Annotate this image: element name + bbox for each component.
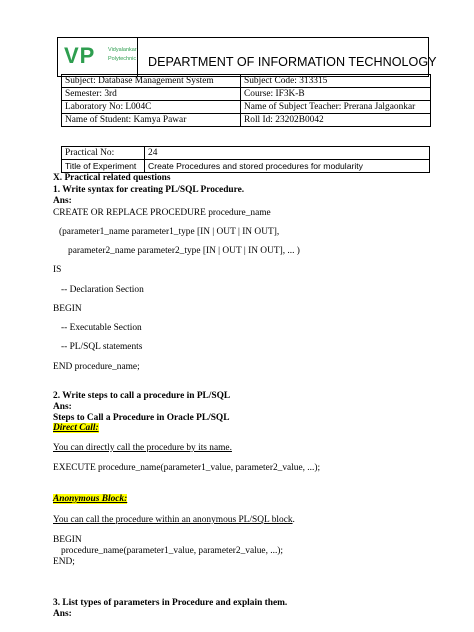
experiment-title-value: Create Procedures and stored procedures for modularity bbox=[145, 160, 430, 173]
direct-call-label: Direct Call: bbox=[53, 423, 99, 433]
logo-college-name: Vidyalankar Polytechnic bbox=[108, 47, 137, 62]
practical-table bbox=[61, 146, 430, 173]
table-row bbox=[62, 88, 431, 101]
logo-letters: VP bbox=[64, 43, 96, 68]
code-line: (parameter1_name parameter1_type [IN | OUT | IN OUT], bbox=[59, 227, 280, 237]
direct-call-text: You can directly call the procedure by its name. bbox=[53, 443, 232, 453]
answer-1-label: Ans: bbox=[53, 196, 72, 206]
section-heading: X. Practical related questions bbox=[53, 173, 171, 183]
answer-2-label: Ans: bbox=[53, 402, 72, 412]
code-line: CREATE OR REPLACE PROCEDURE procedure_name bbox=[53, 208, 271, 218]
semester-cell: Semester: 3rd bbox=[62, 88, 241, 101]
code-line: BEGIN bbox=[53, 304, 82, 314]
course-cell: Course: IF3K-B bbox=[241, 88, 431, 101]
question-1: 1. Write syntax for creating PL/SQL Procedure. bbox=[53, 185, 245, 195]
code-line: -- PL/SQL statements bbox=[61, 342, 143, 352]
table-row bbox=[62, 160, 430, 173]
department-header bbox=[57, 37, 437, 77]
code-line: BEGIN bbox=[53, 535, 82, 545]
anonymous-block-label: Anonymous Block: bbox=[53, 494, 128, 504]
table-row bbox=[62, 114, 431, 127]
code-line: -- Executable Section bbox=[61, 323, 142, 333]
question-3: 3. List types of parameters in Procedure and explain them. bbox=[53, 598, 288, 608]
table-row bbox=[62, 147, 430, 160]
question-2: 2. Write steps to call a procedure in PL/SQL bbox=[53, 391, 231, 401]
anonymous-block-text: You can call the procedure within an anonymous PL/SQL block. bbox=[53, 515, 295, 525]
teacher-cell: Name of Subject Teacher: Prerana Jalgaonkar bbox=[241, 101, 431, 114]
practical-no-label: Practical No: bbox=[62, 147, 145, 160]
student-info-table bbox=[61, 74, 431, 127]
roll-id-cell: Roll Id: 23202B0042 bbox=[241, 114, 431, 127]
college-logo bbox=[58, 38, 138, 76]
department-title: DEPARTMENT OF INFORMATION TECHNOLOGY bbox=[148, 55, 437, 69]
code-line: -- Declaration Section bbox=[61, 285, 144, 295]
lab-no-cell: Laboratory No: L004C bbox=[62, 101, 241, 114]
experiment-title-label: Title of Experiment bbox=[62, 160, 145, 173]
student-name-cell: Name of Student: Kamya Pawar bbox=[62, 114, 241, 127]
table-row bbox=[62, 101, 431, 114]
execute-line: EXECUTE procedure_name(parameter1_value, parameter2_value, ...); bbox=[53, 463, 321, 473]
code-line: END procedure_name; bbox=[53, 362, 140, 372]
code-line: procedure_name(parameter1_value, parameter2_value, ...); bbox=[61, 546, 284, 556]
practical-no-value: 24 bbox=[145, 147, 430, 160]
subject-code-cell: Subject Code: 313315 bbox=[241, 75, 431, 88]
code-line: IS bbox=[53, 265, 62, 275]
table-row bbox=[62, 75, 431, 88]
answer-2-subheading: Steps to Call a Procedure in Oracle PL/SQL bbox=[53, 413, 230, 423]
subject-cell: Subject: Database Management System bbox=[62, 75, 241, 88]
code-line: END; bbox=[53, 557, 75, 567]
code-line: parameter2_name parameter2_type [IN | OUT | IN OUT], ... ) bbox=[68, 246, 300, 256]
answer-3-label: Ans: bbox=[53, 609, 72, 619]
